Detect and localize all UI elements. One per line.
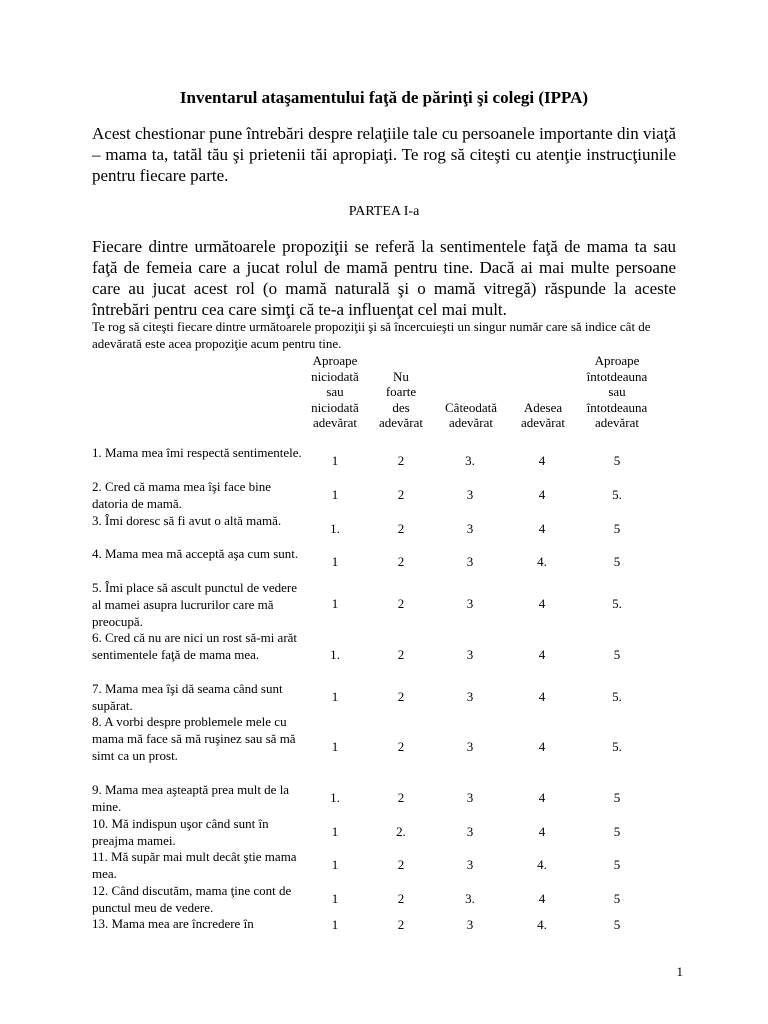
rating-option-1[interactable]: 1 (331, 688, 339, 704)
scale-header-1 (302, 351, 368, 431)
rating-option-4[interactable]: 4. (537, 917, 547, 932)
scale-header-2 (372, 351, 430, 431)
rating-option-3[interactable]: 3 (466, 596, 474, 611)
table-row (92, 444, 692, 478)
part-heading: PARTEA I-a (348, 204, 420, 219)
scale-header-5 (574, 351, 660, 431)
rating-option-1[interactable]: 1. (330, 520, 340, 536)
scale-header-3 (436, 351, 506, 431)
rating-option-2[interactable]: 2 (397, 520, 405, 536)
rating-option-5[interactable]: 5. (612, 688, 622, 704)
rating-option-3[interactable]: 3 (466, 688, 474, 704)
table-row (92, 713, 692, 781)
rating-option-3[interactable]: 3 (466, 857, 474, 872)
rating-option-3[interactable]: 3 (466, 790, 474, 805)
rating-option-4[interactable]: 4 (538, 596, 546, 611)
rating-option-5[interactable]: 5 (613, 453, 621, 468)
rating-option-4[interactable]: 4 (538, 790, 546, 805)
item-statement: 11. Mă supăr mai mult decât ştie mama mea. (92, 849, 297, 881)
rating-option-1[interactable]: 1 (331, 857, 339, 872)
scale-header-label: Nu foarte des adevărat (378, 368, 424, 431)
rating-option-5[interactable]: 5 (613, 823, 621, 839)
item-statement: 10. Mă indispun uşor când sunt în preajma mamei. (92, 816, 269, 848)
rating-option-1[interactable]: 1 (331, 487, 339, 502)
rating-option-4[interactable]: 4 (538, 739, 546, 754)
rating-option-4[interactable]: 4 (538, 823, 546, 839)
table-row (92, 915, 692, 935)
scale-header-label: Adesea adevărat (520, 399, 566, 431)
table-row (92, 545, 692, 579)
scale-header-4 (512, 351, 574, 431)
rating-option-1[interactable]: 1 (331, 554, 339, 569)
table-row (92, 848, 692, 882)
instruction-note: Te rog să citeşti fiecare dintre următoarele propoziţii şi să încercuieşti un singur număr care să indice cât de adevărată este acea propoziţie acum pentru tine. (92, 319, 651, 351)
rating-option-1[interactable]: 1 (331, 823, 339, 839)
rating-option-2[interactable]: 2 (397, 917, 405, 932)
rating-option-5[interactable]: 5 (613, 890, 621, 906)
item-statement: 8. A vorbi despre problemele mele cu mama mă face să mă ruşinez sau să mă simt ca un prost. (92, 714, 296, 763)
rating-option-5[interactable]: 5 (613, 520, 621, 536)
rating-option-2[interactable]: 2 (397, 453, 405, 468)
rating-option-4[interactable]: 4 (538, 453, 546, 468)
rating-option-3[interactable]: 3 (466, 917, 474, 932)
item-statement: 13. Mama mea are încredere în (92, 916, 254, 931)
rating-option-2[interactable]: 2 (397, 596, 405, 611)
rating-option-4[interactable]: 4 (538, 688, 546, 704)
table-row (92, 680, 692, 713)
rating-option-2[interactable]: 2. (396, 823, 406, 839)
rating-option-2[interactable]: 2 (397, 554, 405, 569)
scale-header-label: Aproape întotdeauna sau întotdeauna adevărat (586, 353, 648, 431)
rating-option-2[interactable]: 2 (397, 890, 405, 906)
rating-option-3[interactable]: 3 (466, 554, 474, 569)
rating-option-1[interactable]: 1 (331, 917, 339, 932)
rating-option-5[interactable]: 5 (613, 857, 621, 872)
rating-option-5[interactable]: 5 (613, 646, 621, 662)
rating-option-3[interactable]: 3 (466, 487, 474, 502)
rating-option-2[interactable]: 2 (397, 857, 405, 872)
item-statement: 4. Mama mea mă acceptă aşa cum sunt. (92, 546, 299, 561)
rating-option-5[interactable]: 5. (612, 596, 622, 611)
instruction-paragraph: Fiecare dintre următoarele propoziţii se referă la sentimentele faţă de mama ta sau faţă de femeia care a jucat rolul de mamă pentru tine. Dacă ai mai multe persoane care au jucat acest rol (o mamă naturală şi o mamă vitregă) răspunde la aceste întrebări pentru cea care simţi că te-a influenţat cel mai mult. (92, 237, 676, 319)
scale-header-label: Aproape niciodată sau niciodată adevărat (311, 353, 359, 431)
rating-option-3[interactable]: 3. (465, 453, 475, 468)
scale-header-label: Câteodată adevărat (445, 399, 497, 431)
rating-option-4[interactable]: 4 (538, 520, 546, 536)
table-row (92, 512, 692, 545)
item-statement: 7. Mama mea îşi dă seama când sunt supărat. (92, 681, 283, 713)
rating-option-1[interactable]: 1. (330, 646, 340, 662)
rating-option-4[interactable]: 4 (538, 487, 546, 502)
page-number: 1 (676, 964, 683, 979)
item-statement: 6. Cred că nu are nici un rost să-mi arăt sentimentele faţă de mama mea. (92, 630, 298, 662)
item-statement: 9. Mama mea aşteaptă prea mult de la mine. (92, 782, 290, 814)
item-statement: 12. Când discutăm, mama ţine cont de punctul meu de vedere. (92, 883, 292, 915)
rating-option-5[interactable]: 5 (613, 790, 621, 805)
rating-option-2[interactable]: 2 (397, 739, 405, 754)
rating-option-4[interactable]: 4. (537, 554, 547, 569)
rating-option-3[interactable]: 3 (466, 520, 474, 536)
rating-option-2[interactable]: 2 (397, 487, 405, 502)
rating-option-4[interactable]: 4 (538, 890, 546, 906)
table-row (92, 579, 692, 629)
rating-option-3[interactable]: 3 (466, 646, 474, 662)
rating-option-3[interactable]: 3 (466, 739, 474, 754)
intro-paragraph: Acest chestionar pune întrebări despre relaţiile tale cu persoanele importante din viaţă – mama ta, tatăl tău şi prietenii tăi apropiaţi. Te rog să citeşti cu atenţie instrucţiunile pentru fiecare parte. (92, 124, 676, 185)
rating-option-2[interactable]: 2 (397, 646, 405, 662)
rating-option-2[interactable]: 2 (397, 790, 405, 805)
rating-option-1[interactable]: 1. (330, 790, 340, 805)
rating-option-5[interactable]: 5. (612, 739, 622, 754)
rating-option-1[interactable]: 1 (331, 890, 339, 906)
document-title: Inventarul ataşamentului faţă de părinţi şi colegi (IPPA) (179, 88, 589, 107)
item-statement: 5. Îmi place să ascult punctul de vedere al mamei asupra lucrurilor care mă preocupă. (92, 580, 298, 629)
item-statement: 3. Îmi doresc să fi avut o altă mamă. (92, 513, 282, 528)
table-row (92, 815, 692, 848)
item-statement: 2. Cred că mama mea îşi face bine datoria de mamă. (92, 479, 272, 511)
rating-option-3[interactable]: 3 (466, 823, 474, 839)
rating-option-1[interactable]: 1 (331, 739, 339, 754)
table-row (92, 882, 692, 915)
rating-option-5[interactable]: 5 (613, 917, 621, 932)
table-row (92, 781, 692, 815)
rating-option-3[interactable]: 3. (465, 890, 475, 906)
rating-option-4[interactable]: 4. (537, 857, 547, 872)
table-row (92, 478, 692, 512)
rating-option-4[interactable]: 4 (538, 646, 546, 662)
table-row (92, 629, 692, 680)
rating-option-5[interactable]: 5. (612, 487, 622, 502)
rating-option-5[interactable]: 5 (613, 554, 621, 569)
item-statement: 1. Mama mea îmi respectă sentimentele. (92, 445, 302, 460)
rating-option-1[interactable]: 1 (331, 596, 339, 611)
rating-option-2[interactable]: 2 (397, 688, 405, 704)
rating-option-1[interactable]: 1 (331, 453, 339, 468)
